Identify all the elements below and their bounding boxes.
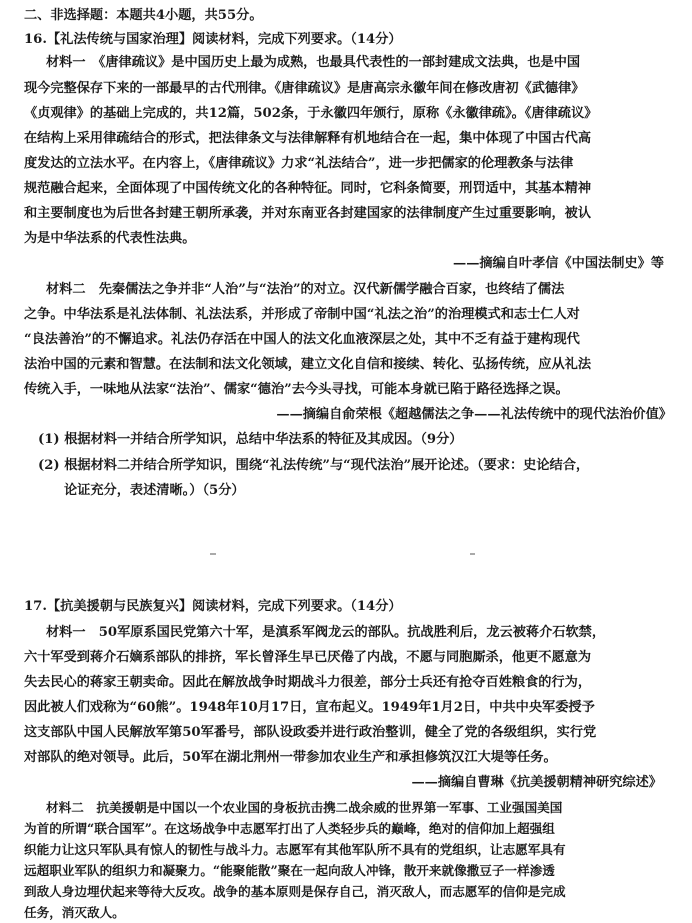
- text-line: 因此被人们戏称为“60熊”。1948年10月17日，宣布起义。1949年1月2日，中共中央军委授予: [24, 700, 595, 715]
- requirement-1: (1) 根据材料一并结合所学知识，总结中华法系的特征及其成因。（9分）: [38, 432, 463, 447]
- text-line: 任务，消灭敌人。: [24, 905, 125, 920]
- text-line: “良法善治”的不懈追求。礼法仍存活在中国人的法文化血液深层之处，其中不乏有益于建构现代: [24, 332, 580, 347]
- text-line: 之争。中华法系是礼法体制、礼法法系，并形成了帝制中国“礼法之治”的治理模式和志士仁人对: [24, 307, 580, 322]
- requirement-2-cont: 论证充分，表述清晰。）（5分）: [64, 483, 245, 498]
- text-line: 对部队的绝对领导。此后，50军在湖北荆州一带参加农业生产和承担修筑汉江大堤等任务。: [24, 750, 557, 765]
- text-line: 失去民心的蒋家王朝卖命。因此在解放战争时期战斗力很差，部分士兵还有抢夺百姓粮食的行为，: [24, 675, 592, 690]
- q17-title: 17.【抗美援朝与民族复兴】阅读材料，完成下列要求。（14分）: [24, 599, 402, 614]
- section-header: 二、非选择题：本题共4小题，共55分。: [24, 8, 263, 23]
- text-line: 六十军受到蒋介石嫡系部队的排挤，军长曾泽生早已厌倦了内战，不愿与同胞厮杀，他更不愿意为: [24, 650, 592, 665]
- text-line: 材料二 抗美援朝是中国以一个农业国的身板抗击携二战余威的世界第一军事、工业强国美国: [46, 800, 563, 815]
- text-line: 这支部队中国人民解放军第50军番号，部队设政委并进行政治整训，健全了党的各级组织，实行党: [24, 725, 597, 740]
- text-line: 织能力让这只军队具有惊人的韧性与战斗力。志愿军有其他军队所不具有的党组织，让志愿军具有: [24, 842, 566, 857]
- text-line: 到敌人身边埋伏起来等待大反攻。战争的基本原则是保存自己，消灭敌人，而志愿军的信仰是完成: [24, 884, 566, 899]
- text-line: 在结构上采用律疏结合的形式，把法律条文与法律解释有机地结合在一起，集中体现了中国古代高: [24, 131, 592, 146]
- q16-title: 16.【礼法传统与国家治理】阅读材料，完成下列要求。（14分）: [24, 32, 402, 47]
- scan-mark: [470, 553, 475, 555]
- text-line: 传统入手，一味地从法家“法治”、儒家“德治”去今头寻找，可能本身就已陷于路径选择之误。: [24, 382, 569, 397]
- text-line: 法治中国的元素和智慧。在法制和法文化领域，建立文化自信和接续、转化、弘扬传统，应从礼法: [24, 357, 592, 372]
- text-line: 现今完整保存下来的一部最早的古代刑律。《唐律疏议》是唐高宗永徽年间在修改唐初《武德律》: [24, 81, 585, 96]
- requirement-2: (2) 根据材料二并结合所学知识，围绕“礼法传统”与“现代法治”展开论述。（要求：史论结合，: [38, 458, 590, 473]
- text-line: 远超职业军队的组织力和凝聚力。“能聚能散”聚在一起向敌人冲锋，散开来就像撒豆子一样渗透: [24, 863, 555, 878]
- source-citation: ——摘编自俞荣根《超越儒法之争——礼法传统中的现代法治价值》: [276, 407, 672, 422]
- text-line: 为是中华法系的代表性法典。: [24, 231, 196, 246]
- text-line: 《贞观律》的基础上完成的，共12篇，502条，于永徽四年颁行，原称《永徽律疏》。《唐律疏议》: [24, 106, 598, 121]
- scan-mark: [210, 553, 216, 555]
- text-line: 规范融合起来，全面体现了中国传统文化的各种特征。同时，它科条简要，刑罚适中，其基本精神: [24, 181, 592, 196]
- text-line: 和主要制度也为后世各封建王朝所承袭，并对东南亚各封建国家的法律制度产生过重要影响，被认: [24, 206, 592, 221]
- text-line: 材料二 先秦儒法之争并非“人治”与“法治”的对立。汉代新儒学融合百家，也终结了儒法: [46, 282, 565, 297]
- text-line: 为首的所谓“联合国军”。在这场战争中志愿军打出了人类轻步兵的巅峰，绝对的信仰加上超强组: [24, 821, 555, 836]
- source-citation: ——摘编自叶孝信《中国法制史》等: [453, 256, 664, 271]
- source-citation: ——摘编自曹琳《抗美援朝精神研究综述》: [411, 775, 662, 790]
- text-line: 度发达的立法水平。在内容上，《唐律疏议》力求“礼法结合”，进一步把儒家的伦理教条与法律: [24, 156, 574, 171]
- text-line: 材料一 《唐律疏议》是中国历史上最为成熟，也最具代表性的一部封建成文法典，也是中国: [46, 55, 581, 70]
- text-line: 材料一 50军原系国民党第六十军，是滇系军阀龙云的部队。抗战胜利后，龙云被蒋介石软禁，: [46, 625, 606, 640]
